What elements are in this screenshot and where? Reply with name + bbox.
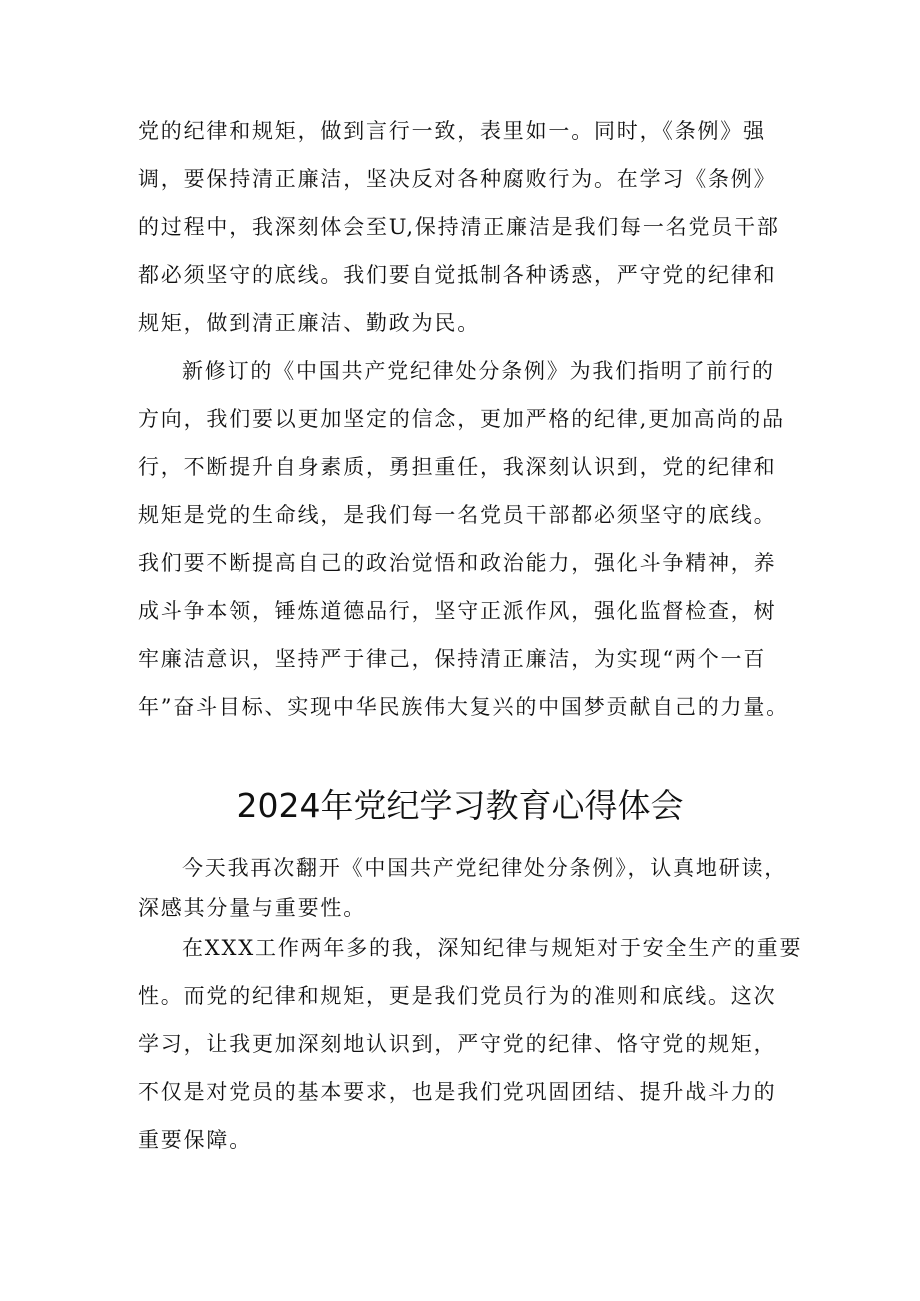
paragraph-line: 年”奋斗目标、实现中华民族伟大复兴的中国梦贡献自己的力量。 bbox=[138, 695, 789, 719]
paragraph-line: 学习，让我更加深刻地认识到，严守党的纪律、恪守党的规矩， bbox=[138, 1032, 777, 1056]
paragraph-line: 党的纪律和规矩，做到言行一致，表里如一。同时，《条例》强 bbox=[138, 119, 766, 143]
paragraph-line: 我们要不断提高自己的政治觉悟和政治能力，强化斗争精神，养 bbox=[138, 551, 777, 575]
section-title: 2024年党纪学习教育心得体会 bbox=[236, 786, 684, 825]
paragraph-line: 行，不断提升自身素质，勇担重任，我深刻认识到，党的纪律和 bbox=[138, 455, 777, 479]
paragraph-3 bbox=[138, 848, 798, 928]
paragraph-4 bbox=[138, 924, 803, 1164]
paragraph-line: 性。而党的纪律和规矩，更是我们党员行为的准则和底线。这次 bbox=[138, 984, 777, 1008]
paragraph-2 bbox=[138, 347, 798, 731]
paragraph-line: 的过程中，我深刻体会至U,保持清正廉洁是我们每一名党员干部 bbox=[138, 215, 780, 239]
paragraph-line: 新修订的《中国共产党纪律处分条例》为我们指明了前行的 bbox=[182, 359, 775, 383]
paragraph-line: 深感其分量与重要性。 bbox=[138, 896, 366, 920]
paragraph-1 bbox=[138, 107, 798, 347]
paragraph-line: 重要保障。 bbox=[138, 1128, 252, 1152]
paragraph-line: 牢廉洁意识，坚持严于律己，保持清正廉洁，为实现“两个一百 bbox=[138, 647, 767, 671]
paragraph-line: 今天我再次翻开《中国共产党纪律处分条例》，认真地研读， bbox=[182, 856, 788, 880]
paragraph-line: 调，要保持清正廉洁，坚决反对各种腐败行为。在学习《条例》 bbox=[138, 167, 777, 191]
paragraph-line: 方向，我们要以更加坚定的信念，更加严格的纪律,更加高尚的品 bbox=[138, 407, 785, 431]
paragraph-line: 成斗争本领，锤炼道德品行，坚守正派作风，强化监督检查，树 bbox=[138, 599, 777, 623]
paragraph-line: 不仅是对党员的基本要求，也是我们党巩固团结、提升战斗力的 bbox=[138, 1080, 777, 1104]
paragraph-line: 规矩，做到清正廉洁、勤政为民。 bbox=[138, 311, 480, 335]
paragraph-line: 在XXX工作两年多的我，深知纪律与规矩对于安全生产的重要 bbox=[182, 936, 803, 960]
paragraph-line: 都必须坚守的底线。我们要自觉抵制各种诱惑，严守党的纪律和 bbox=[138, 263, 777, 287]
paragraph-line: 规矩是党的生命线，是我们每一名党员干部都必须坚守的底线。 bbox=[138, 503, 777, 527]
